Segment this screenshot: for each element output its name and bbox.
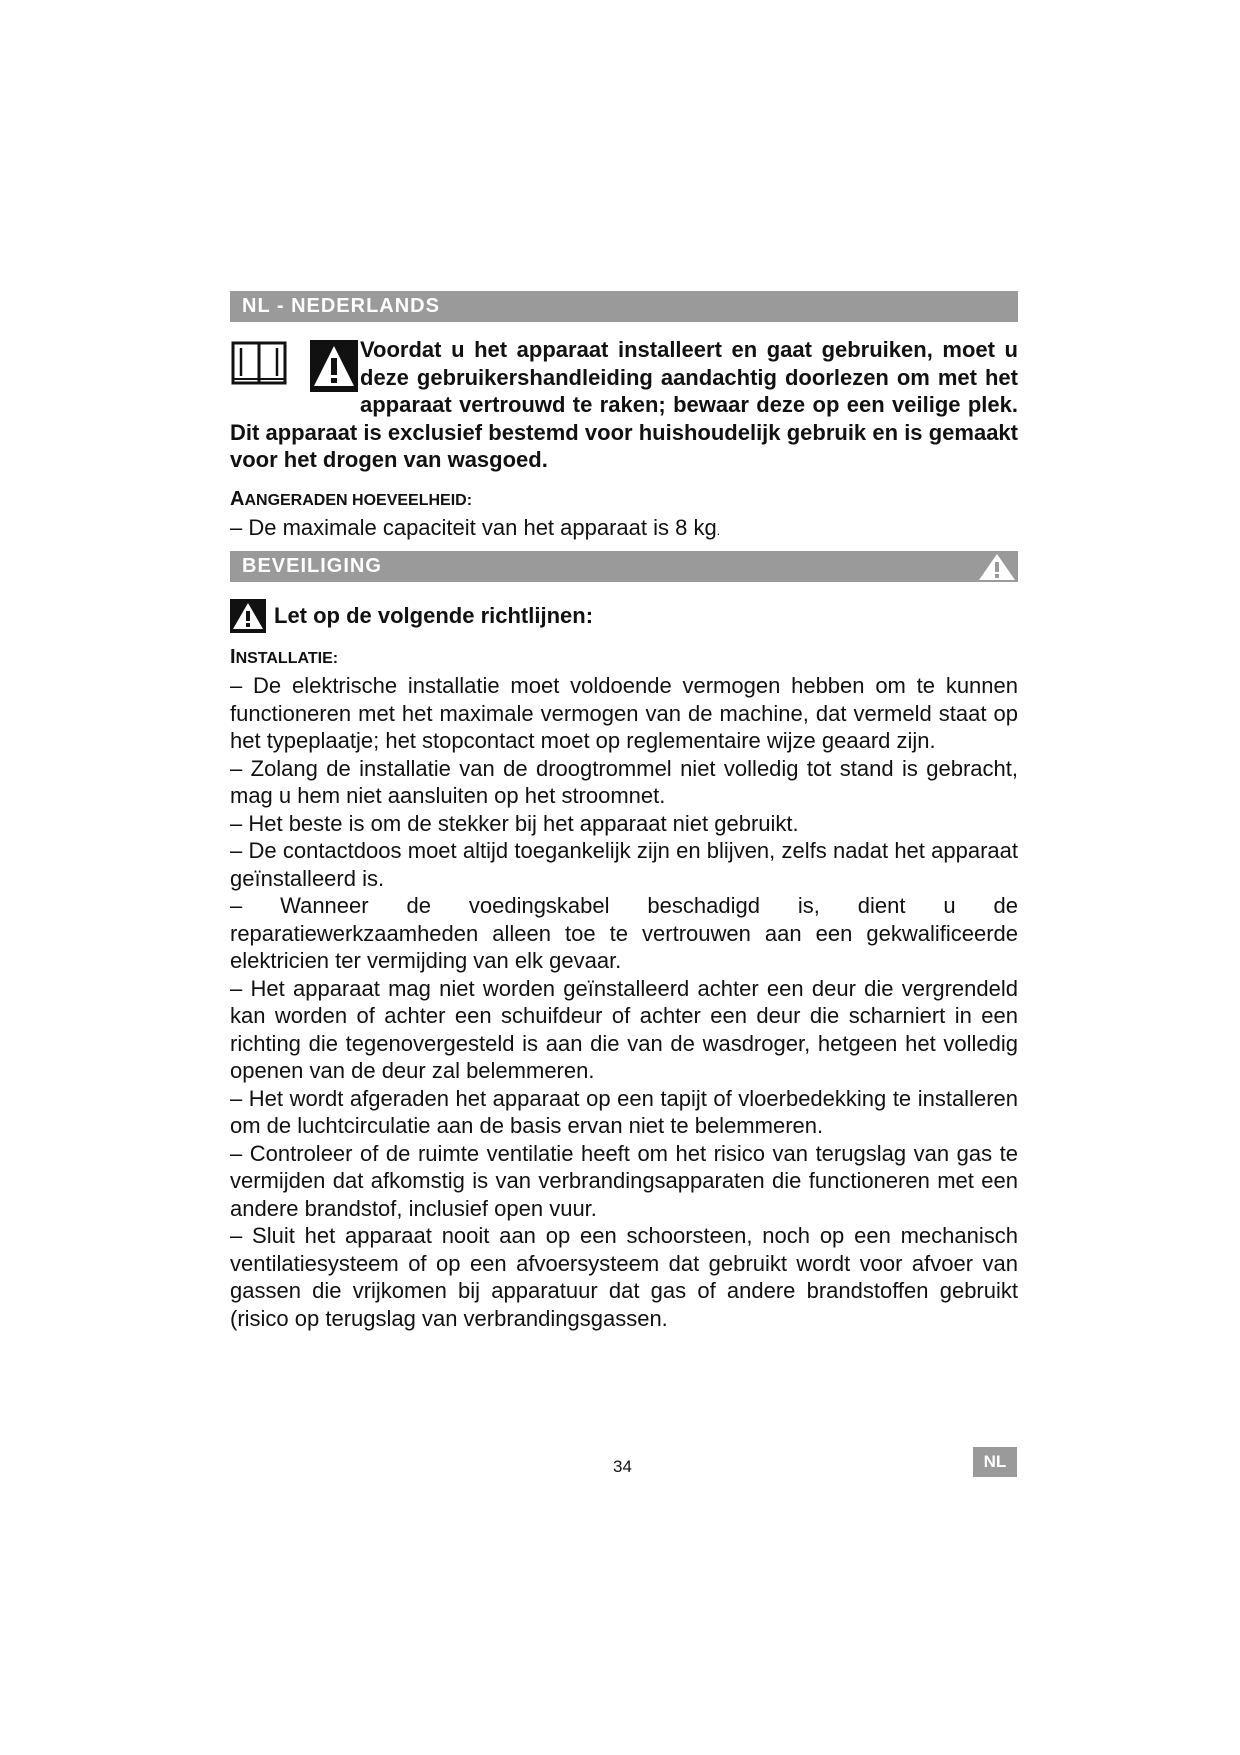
list-item: – Zolang de installatie van de droogtrommel niet volledig tot stand is gebracht, mag u hem niet aansluiten op het stroomnet.: [230, 755, 1018, 808]
security-section-title: BEVEILIGING: [242, 555, 382, 577]
intro-block: [230, 336, 1018, 474]
list-item: – Wanneer de voedingskabel beschadigd is, dient u de reparatiewerkzaamheden alleen toe te vertrouwen aan een gekwalificeerde elektricien ter vermijding van elk gevaar.: [230, 893, 1018, 973]
notice-row: [230, 598, 1018, 634]
list-item: – De contactdoos moet altijd toegankelijk zijn en blijven, zelfs nadat het apparaat geïnstalleerd is.: [230, 838, 1018, 891]
warning-icon: [230, 599, 266, 633]
book-icon: [230, 340, 288, 386]
list-item: – Sluit het apparaat nooit aan op een schoorsteen, noch op een mechanisch ventilatiesysteem of op een afvoersysteem dat gebruikt wordt voor afvoer van gassen die vrijkomen bij apparatuur dat gas of andere brandstoffen gebruikt (risico op terugslag van verbrandingsgassen.: [230, 1223, 1018, 1331]
capacity-line: – De maximale capaciteit van het apparaat is 8 kg.: [230, 514, 721, 540]
installation-list: [230, 672, 1018, 1332]
list-item: – De elektrische installatie moet voldoende vermogen hebben om te kunnen functioneren met het maximale vermogen van de machine, dat vermeld staat op het typeplaatje; het stopcontact moet op reglementaire wijze geaard zijn.: [230, 673, 1018, 753]
manual-page: [230, 291, 1018, 1332]
security-section-band: [230, 551, 1018, 582]
list-item: – Het apparaat mag niet worden geïnstalleerd achter een deur die vergrendeld kan worden of achter een schuifdeur of achter een deur die scharniert in een richting die tegenovergesteld is aan die van de wasdroger, hetgeen het volledig openen van de deur zal belemmeren.: [230, 975, 1018, 1083]
language-section-title: NL - NEDERLANDS: [242, 295, 440, 317]
intro-icons: [230, 340, 360, 394]
intro-text: Voordat u het apparaat installeert en gaat gebruiken, moet u deze gebruikershandleiding aandachtig doorlezen om met het apparaat vertrouwd te raken; bewaar deze op een veilige plek. Dit apparaat is exclusief bestemd voor huishoudelijk gebruik en is gemaakt voor het drogen van wasgoed.: [230, 337, 1018, 472]
list-item: – Controleer of de ruimte ventilatie heeft om het risico van terugslag van gas te vermijden dat afkomstig is van verbrandingsapparaten die functioneren met een andere brandstof, inclusief open vuur.: [230, 1140, 1018, 1221]
capacity-heading: AANGERADEN HOEVEELHEID:: [230, 487, 473, 510]
list-item: – Het beste is om de stekker bij het apparaat niet gebruikt.: [230, 810, 799, 836]
page-number: 34: [613, 1457, 632, 1476]
list-item: – Het wordt afgeraden het apparaat op een tapijt of vloerbedekking te installeren om de luchtcirculatie aan de basis ervan niet te belemmeren.: [230, 1085, 1018, 1138]
language-section-band: [230, 291, 1018, 322]
warning-triangle-icon: [978, 553, 1016, 581]
installation-heading: INSTALLATIE:: [230, 646, 339, 668]
notice-text: Let op de volgende richtlijnen:: [274, 603, 594, 628]
language-badge: NL: [973, 1447, 1017, 1477]
warning-icon: [310, 340, 358, 392]
